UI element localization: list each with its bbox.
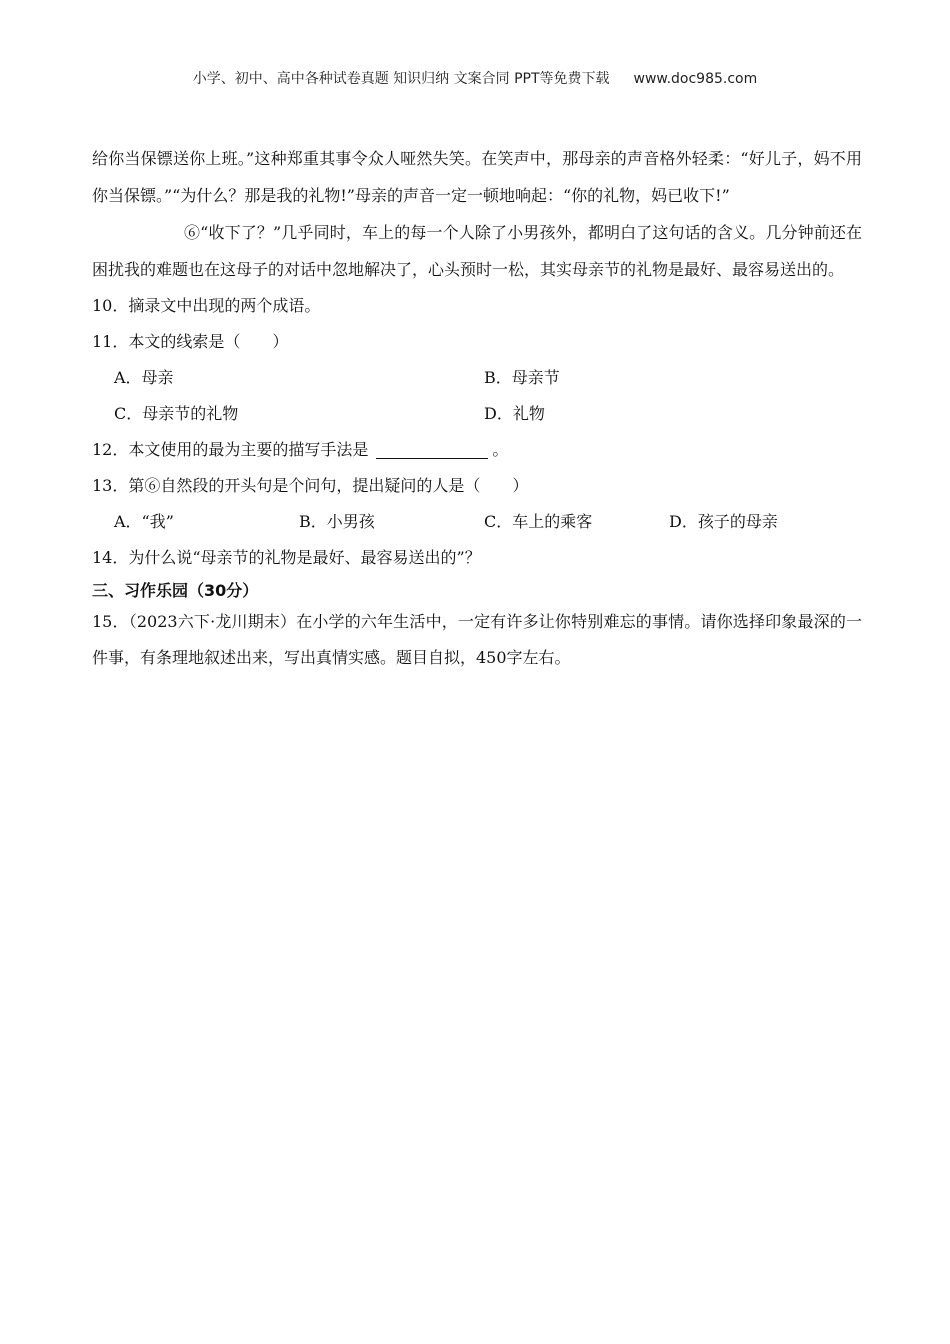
option-d: D．孩子的母亲	[669, 512, 778, 531]
question-12-end: 。	[492, 440, 509, 459]
question-11-options-row-2	[92, 396, 862, 432]
option-a: A．“我”	[114, 512, 174, 531]
header-text: 小学、初中、高中各种试卷真题 知识归纳 文案合同 PPT等免费下载	[192, 71, 610, 87]
option-a: A．母亲	[114, 368, 174, 387]
question-11-options-row-1	[92, 360, 862, 396]
option-d: D．礼物	[484, 404, 545, 423]
question-13: 13．第⑥自然段的开头句是个问句，提出疑问的人是（ ）	[92, 476, 529, 495]
option-b: B．母亲节	[484, 368, 560, 387]
option-c: C．车上的乘客	[484, 512, 593, 531]
option-b: B．小男孩	[299, 512, 375, 531]
question-14: 14．为什么说“母亲节的礼物是最好、最容易送出的”？	[92, 548, 481, 567]
section-3-title: 三、习作乐园（30分）	[92, 581, 259, 600]
passage-paragraph-6: ⑥“收下了？”几乎同时，车上的每一个人除了小男孩外，都明白了这句话的含义。几分钟前还在困扰我的难题也在这母子的对话中忽地解决了，心头预时一松，其实母亲节的礼物是最好、最容易送出的。	[92, 223, 862, 279]
question-11: 11．本文的线索是（ ）	[92, 332, 289, 351]
document-body	[92, 140, 862, 676]
header-url[interactable]: www.doc985.com	[633, 71, 758, 87]
answer-blank	[376, 438, 488, 459]
question-12	[92, 432, 862, 468]
question-10: 10．摘录文中出现的两个成语。	[92, 296, 321, 315]
question-13-options	[92, 504, 862, 540]
option-c: C．母亲节的礼物	[114, 404, 239, 423]
question-12-stem: 12．本文使用的最为主要的描写手法是	[92, 440, 369, 459]
question-15: 15．（2023六下·龙川期末）在小学的六年生活中，一定有许多让你特别难忘的事情。请你选择印象最深的一件事，有条理地叙述出来，写出真情实感。题目自拟，450字左右。	[92, 612, 862, 667]
page-header	[0, 68, 950, 88]
passage-paragraph-5: 给你当保镖送你上班。”这种郑重其事令众人哑然失笑。在笑声中，那母亲的声音格外轻柔：“好儿子，妈不用你当保镖。”“为什么？那是我的礼物!”母亲的声音一定一顿地响起：“你的礼物，妈已收下!”	[92, 149, 862, 205]
